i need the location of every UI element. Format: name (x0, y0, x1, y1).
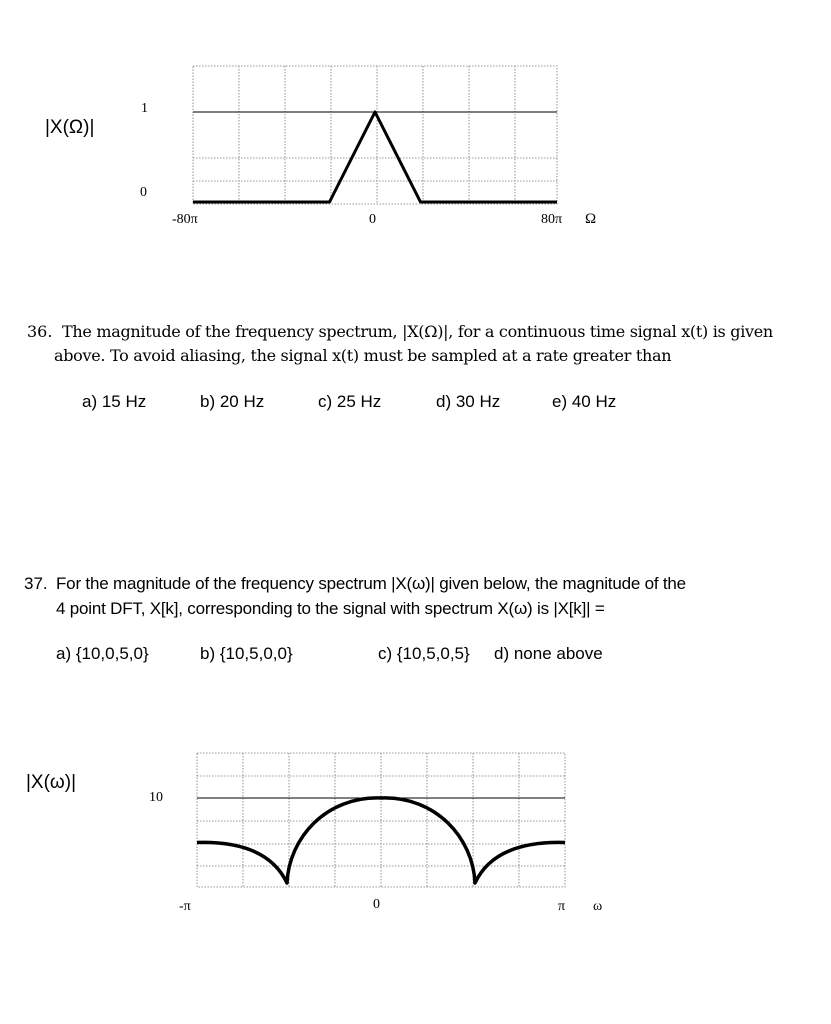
figure-1-y-axis-label: |X(Ω)| (45, 117, 95, 138)
figure-1-spectrum-curve (193, 112, 557, 202)
question-37-option-b: b) {10,5,0,0} (200, 644, 293, 663)
question-36-option-d: d) 30 Hz (436, 392, 501, 411)
question-37-text-line-2: 4 point DFT, X[k], corresponding to the signal with spectrum X(ω) is |X[k]| = (56, 599, 605, 618)
figure-2-y-tick-top: 10 (149, 790, 163, 805)
figure-2-x-tick-right: π (558, 899, 566, 914)
question-36-number: 36. (27, 322, 53, 341)
question-37-number: 37. (24, 574, 48, 593)
figure-1-y-tick-bottom: 0 (140, 185, 147, 200)
figure-2-x-tick-mid: 0 (373, 897, 380, 912)
figure-1-x-tick-left: -80π (172, 212, 198, 227)
question-36-option-c: c) 25 Hz (318, 392, 382, 411)
question-37-option-a: a) {10,0,5,0} (56, 644, 149, 663)
figure-2-x-tick-left: -π (179, 899, 191, 914)
question-36-text-line-2: above. To avoid aliasing, the signal x(t) must be sampled at a rate greater than (54, 346, 672, 365)
question-37-option-d: d) none above (494, 644, 603, 663)
question-37-option-c: c) {10,5,0,5} (378, 644, 470, 663)
figure-2-x-axis-variable: ω (593, 899, 603, 914)
figure-1-x-tick-right: 80π (541, 212, 563, 227)
figure-1-y-tick-top: 1 (141, 101, 148, 116)
figure-1-x-axis-variable: Ω (585, 211, 597, 227)
question-36-option-b: b) 20 Hz (200, 392, 265, 411)
figure-1-grid (193, 66, 557, 204)
figure-1-x-tick-mid: 0 (369, 212, 376, 227)
question-36-text-line-1: The magnitude of the frequency spectrum, |X(Ω)|, for a continuous time signal x(t) is given (62, 322, 773, 341)
figure-2-grid (197, 753, 565, 887)
question-36-option-a: a) 15 Hz (82, 392, 147, 411)
figure-2-y-axis-label: |X(ω)| (26, 772, 77, 793)
question-36-option-e: e) 40 Hz (552, 392, 617, 411)
question-37-text-line-1: For the magnitude of the frequency spectrum |X(ω)| given below, the magnitude of the (56, 574, 686, 593)
